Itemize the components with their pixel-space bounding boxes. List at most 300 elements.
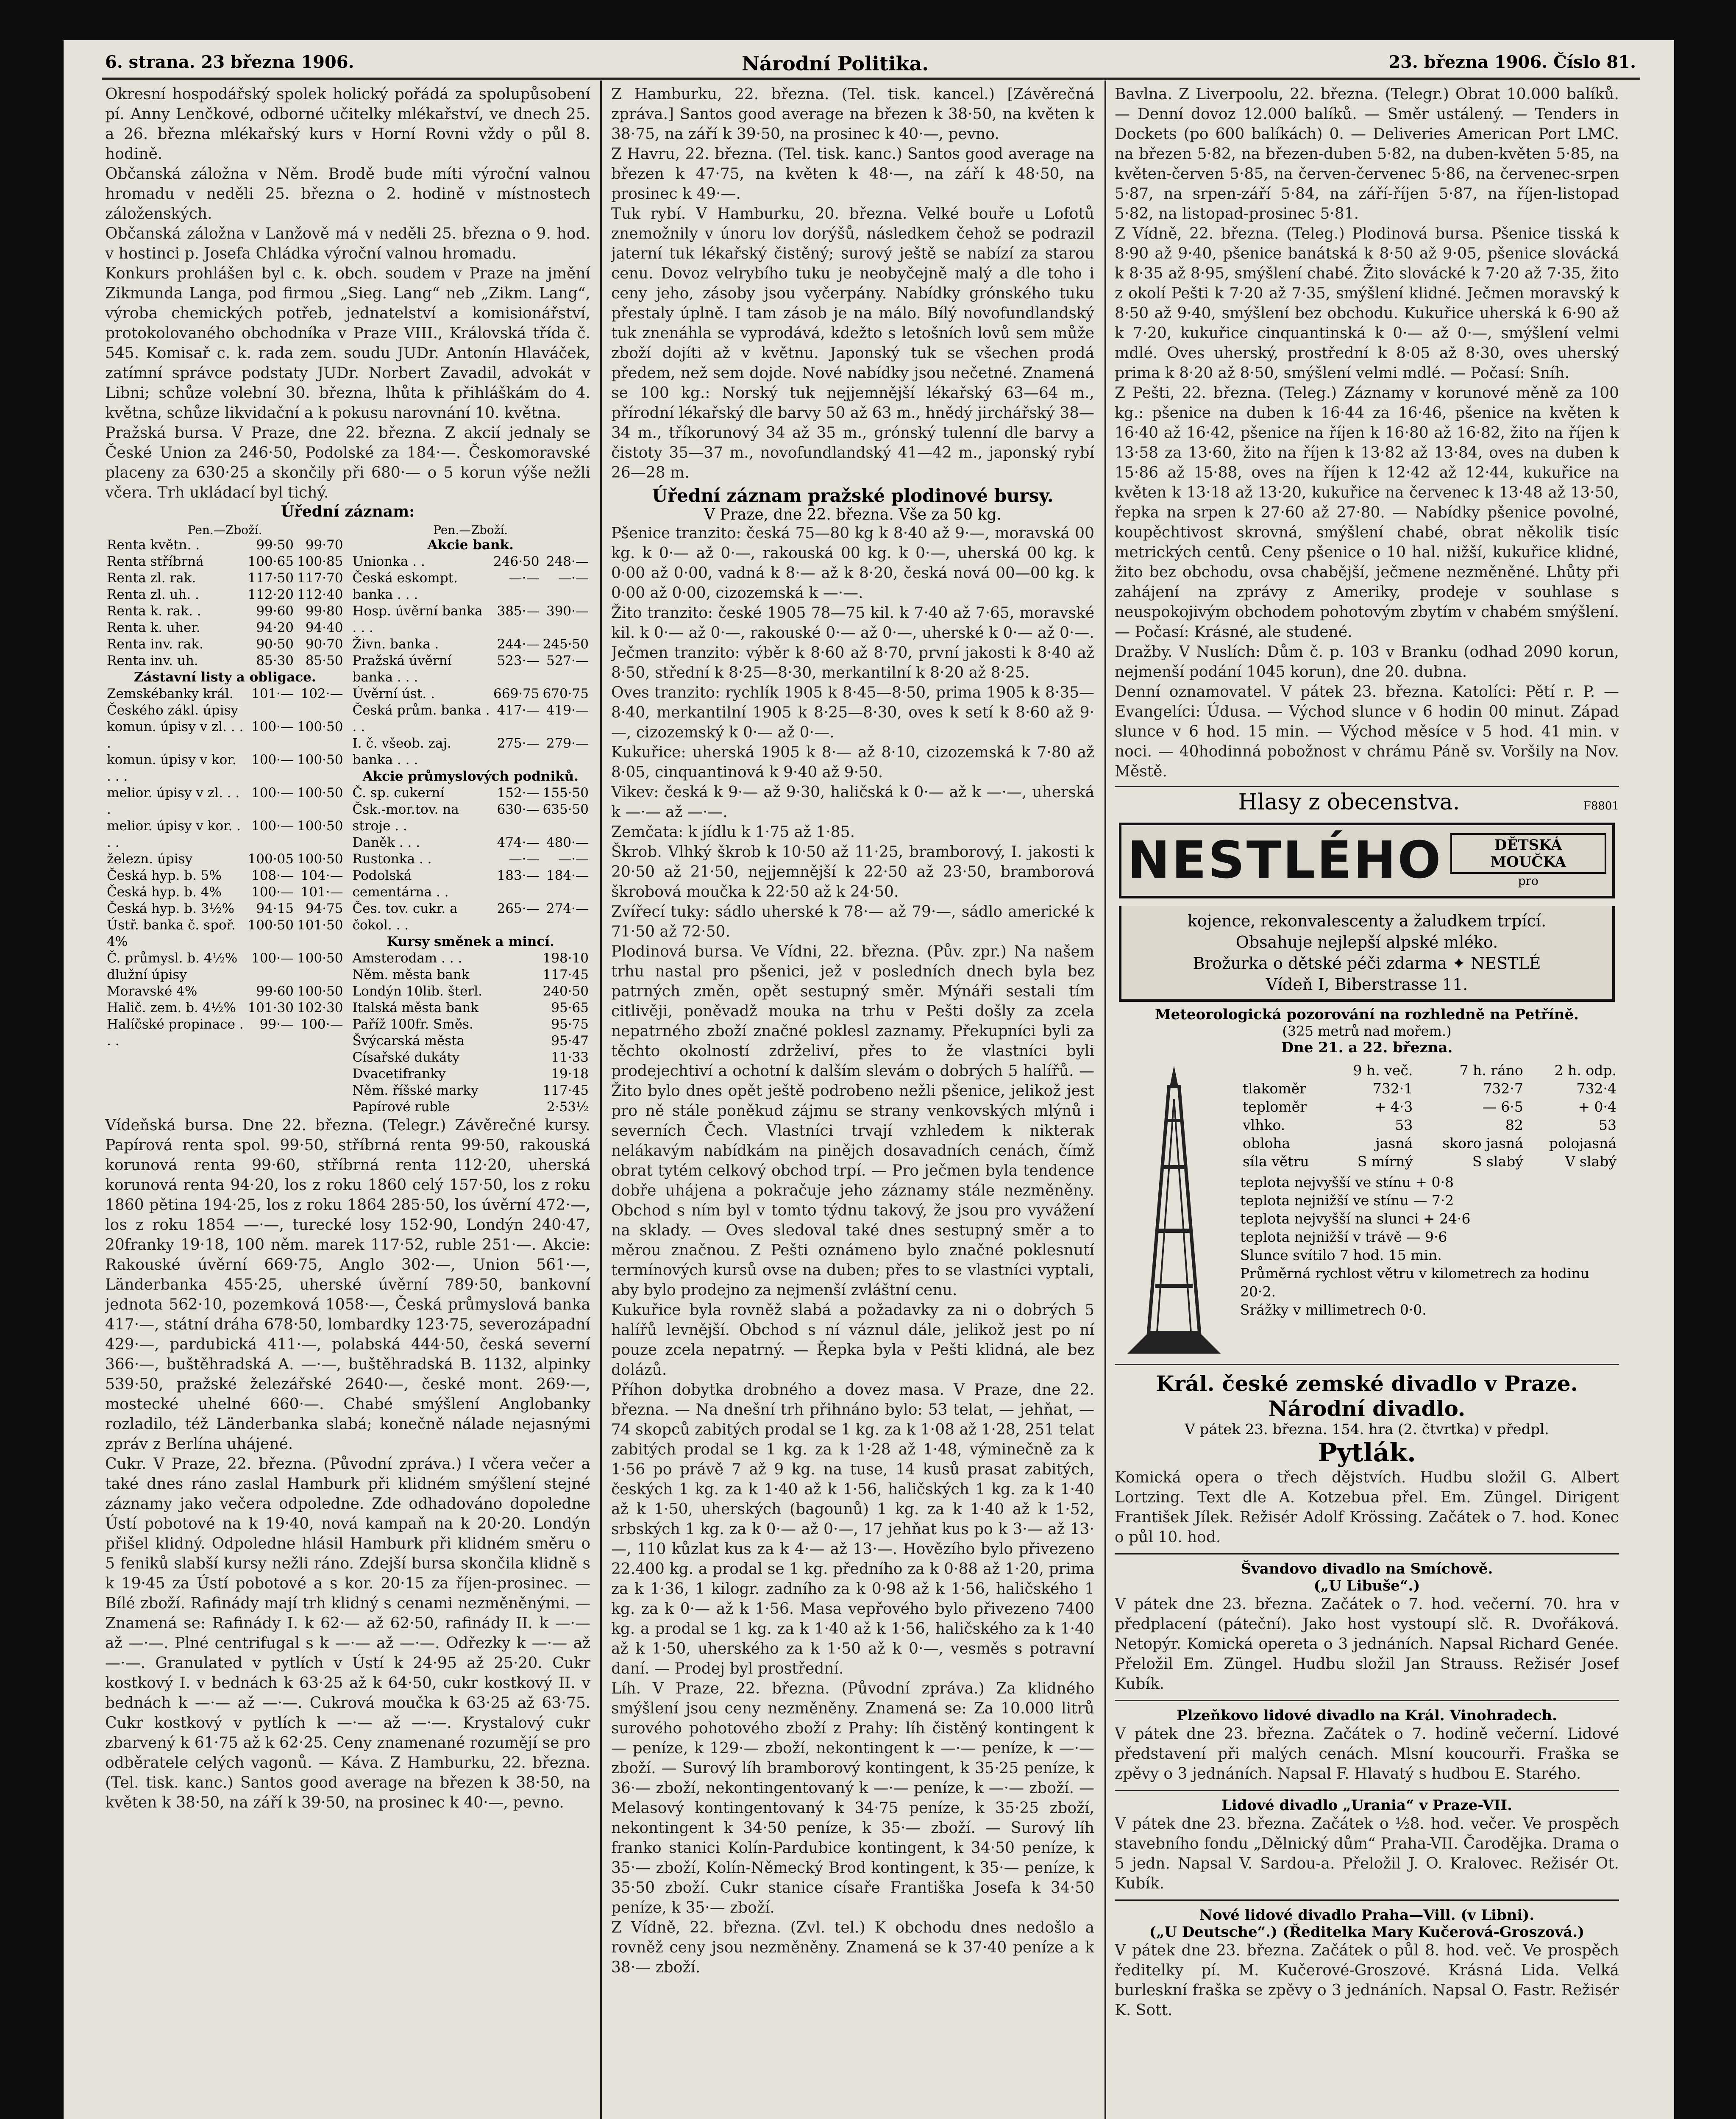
article: Vídeňská bursa. Dne 22. března. (Telegr.) Závěrečné kursy. Papírová renta spol. 99·50, stříbrná renta 99·50, rakouská korunová renta 99·60, stříbrná renta 112·20, uherská korunová renta 94·20, los z roku 1860 celý 157·50, los z roku 1860 pětina 194·25, los z roku 1864 285·50, los úvěrní 472·—, los z roku 1854 —·—, turecké losy 152·90, Londýn 240·47, 20franky 19·18, 100 něm. marek 117·52, ruble 251·—. Akcie: Rakouské úvěrní 669·75, Anglo 302·—, Union 561·—, Länderbanka 455·25, uherské úvěrní 789·50, bankovní jednota 562·10, pozemková 1058·—, Česká průmyslová banka 417·—, státní dráha 678·50, lombardky 123·75, severozápadní 429·—, pardubická 411·—, polabská 444·50, česká severní 366·—, buštěhradská A. —·—, buštěhradská B. 1132, alpinky 539·50, pražské železářské 2640·—, české mont. 269·—, mostecké uhelné 660·—. Chabé smýšlení Anglobanky rozladilo, též Länderbanka slabá; konečně nálade nejasnými zpráv z Berlína uhájené. bbox=[105, 1117, 590, 1453]
table-cell-value: 100·50 bbox=[297, 719, 343, 734]
meteo-row bbox=[1240, 1134, 1619, 1152]
table-cell-value: 279·— bbox=[546, 736, 589, 751]
table-row bbox=[105, 917, 345, 950]
meteo-hour: 2 h. odp. bbox=[1554, 1062, 1616, 1079]
article: Cukr. V Praze, 22. března. (Původní zpráva.) I včera večer a také dnes ráno zaslal Hamburk při klidném smýšlení stejné záznamy jako večera odpoledne. Zde odhadováno dopoledne Ústí pobotové na k 19·40, nová kampaň na k 20·20. Londýn přišel klidný. Odpoledne hlásil Hamburk při klidném směru o 5 feniků slabší kursy nežli ráno. Zdejší bursa skončila klidně s k 19·45 za Ústí pobotové a s kor. 20·15 za říjen-prosinec. — Bílé zboží. Rafinády mají trh klidný s cenami nezměněnými. — Znamená se: Rafinády I. k 62·— až 62·50, rafinády II. k —·— až —·—. Plné centrifugal s k —·— až —·—. Odřezky k —·— až —·—. Granulated v pytlích v Ústí k 24·95 až 25·20. Cukr kostkový I. v bednách k 63·25 až k 64·50, cukr kostkový II. v bednách k —·— až —·—. Cukrová moučka k 63·25 až 63·75. Cukr kostkový v pytlích k —·— až —·—. Krystalový cukr zbarvený k 61·75 až k 62·25. Ceny znamenané rozumějí se pro odběratele celých vagonů. — Káva. Z Hamburku, 22. března. (Tel. tisk. kanc.) Santos good average na březen k 38·50, na květen k 38·50, na září k 39·50, na prosinec k 40·—, pevno. bbox=[105, 1455, 590, 1811]
table-cell-label: Paříž 100fr. Směs. bbox=[352, 1017, 473, 1032]
meteo-cell: V slabý bbox=[1565, 1153, 1616, 1170]
meteo-subheading: (325 metrů nad mořem.) bbox=[1282, 1023, 1452, 1039]
table-cell-value: 100·— bbox=[251, 818, 294, 834]
ad-line: Obsahuje nejlepší alpské mléko. bbox=[1235, 933, 1498, 951]
table-cell-label: Česká eskompt. banka . . . bbox=[352, 570, 458, 602]
table-cell-value: 100·50 bbox=[297, 951, 343, 966]
table-cell-value: 474·— bbox=[497, 835, 540, 850]
table-cell-value: 117·50 bbox=[248, 570, 294, 586]
table-cell-value: 184·— bbox=[546, 868, 589, 883]
table-row bbox=[105, 901, 345, 917]
section-divider bbox=[1115, 1790, 1619, 1791]
meteo-row bbox=[1240, 1116, 1619, 1134]
column-header: Pen.—Zboží. bbox=[187, 523, 262, 537]
article: Vikev: česká k 9·— až 9·30, haličská k 0·— až k —·—, uherská k —·— až —·—. bbox=[611, 784, 1094, 821]
article: V pátek dne 23. března. Začátek o půl 8. hod. več. Ve prospěch ředitelky pí. M. Kučerové-Groszové. Krásná Lida. Velká burleskní fraška se zpěvy o 3 jednáních. Napsal O. Fastr. Režisér K. Sott. bbox=[1115, 1942, 1619, 2019]
table-row bbox=[105, 719, 345, 752]
table-cell-value: 100·— bbox=[251, 951, 294, 966]
ad-line: Brožurka o dětské péči zdarma ✦ NESTLÉ bbox=[1193, 954, 1541, 973]
meteo-cell: skoro jasná bbox=[1442, 1135, 1523, 1151]
table-cell-value: 94·15 bbox=[256, 901, 294, 916]
table-row bbox=[105, 636, 345, 653]
meteo-cell: S mírný bbox=[1357, 1153, 1413, 1170]
table-row bbox=[351, 967, 591, 983]
table-cell-label: Londýn 10lib. šterl. bbox=[352, 984, 483, 999]
table-row bbox=[105, 669, 345, 686]
table-cell-label: Česká hyp. b. 4% bbox=[107, 884, 222, 900]
table-cell-value: 248·— bbox=[546, 554, 589, 569]
meteo-extra-line: teplota nejvyšší na slunci + 24·6 bbox=[1240, 1210, 1471, 1227]
article: Bavlna. Z Liverpoolu, 22. března. (Telegr.) Obrat 10.000 balíků. — Denní dovoz 12.000 balíků. — Směr ustálený. — Tenders in Dockets (po 600 balíkách) 0. — Deliveries American Port LMC. na březen 5·82, na březen-duben 5·82, na duben-květen 5·85, na květen-červen 5·85, na červen-červenec 5·86, na červenec-srpen 5·87, na srpen-září 5·84, na září-říjen 5·87, na říjen-listopad 5·82, na listopad-prosinec 5·81. bbox=[1115, 86, 1619, 222]
section-bar bbox=[1115, 786, 1619, 815]
theatre-heading: Král. české zemské divadlo v Praze. bbox=[1156, 1371, 1578, 1396]
theatre-subheading: („U Deutsche“.) (Ředitelka Mary Kučerová-Groszová.) bbox=[1149, 1924, 1585, 1941]
column-rule-2 bbox=[1104, 81, 1106, 2119]
column-header: Pen.—Zboží. bbox=[433, 523, 508, 537]
table-cell-value: 670·75 bbox=[542, 686, 589, 701]
table-cell-value: 99·80 bbox=[305, 603, 343, 619]
article: Žito tranzito: české 1905 78—75 kil. k 7·40 až 7·65, moravské kil. k 0·— až 0·—, rakouské 0·— až 0·—, uherské k 0·— až 0·—. bbox=[611, 604, 1094, 642]
table-cell-label: Něm. města bank bbox=[352, 967, 470, 982]
table-cell-value: 100·05 bbox=[248, 851, 294, 867]
table-cell-value: 100·50 bbox=[297, 818, 343, 834]
table-row bbox=[105, 537, 345, 553]
table-row bbox=[105, 603, 345, 620]
table-cell-value: 100·— bbox=[300, 1017, 343, 1032]
meteo-hour bbox=[1240, 1061, 1332, 1079]
table-cell-value: 99·70 bbox=[305, 537, 343, 553]
table-cell-value: 244·— bbox=[497, 637, 540, 652]
table-cell-value: 90·50 bbox=[256, 637, 294, 652]
meteo-cell: 732·7 bbox=[1483, 1080, 1523, 1097]
table-row bbox=[105, 620, 345, 636]
table-row bbox=[105, 868, 345, 884]
table-cell-value: 102·— bbox=[300, 686, 343, 701]
ad-brand: NESTLÉHO bbox=[1127, 831, 1443, 890]
table-row bbox=[351, 934, 591, 950]
table-cell-label: Renta zl. uh. . bbox=[107, 587, 199, 602]
table-cell-value: 100·50 bbox=[297, 984, 343, 999]
rates-table-right bbox=[351, 537, 591, 1115]
meteo-cell: + 0·4 bbox=[1578, 1098, 1616, 1115]
table-cell-label: Česká hyp. b. 3½% bbox=[107, 901, 234, 916]
table-cell-value: —·— bbox=[558, 570, 589, 586]
meteo-hour: 9 h. več. bbox=[1353, 1062, 1413, 1079]
play-title: Pytlák. bbox=[1318, 1438, 1416, 1468]
table-cell-value: 390·— bbox=[546, 603, 589, 619]
meteo-heading: Meteorologická pozorování na rozhledně na Petříně. bbox=[1155, 1006, 1579, 1023]
rates-table-left bbox=[105, 537, 345, 1049]
article: Plodinová bursa. Ve Vídni, 22. března. (Pův. zpr.) Na našem trhu nastal pro pšenici, jež v posledních dnech byla bez patrných změn, opět sestupný směr. Mýnáři sestali tím citlivěji, poněvadž mouka na trhu v Pešti došly za zcela nepatrného zboží značné poklesl zaznamy. Překupníci byli za těchto okolností zdrželiví, přes to že vlastníci byli prodejechtiví a ochotní k dalším slevám o dobrých 5 halířů. — Žito bylo dnes opět ještě podrobeno nežli pšenice, jelikož jest pro ně stále poněkud zájmu se strany venkovských mlýnů i severních Čech. Vlastníci trvají vzhledem k nikterak nelákavým nabídkám na pinějch dosavadních cenách, čímž obrat tytém celkový obchod trpí. — Pro ječmen byla tendence dobře uhájena a pokračuje jeho záznamy stále nezměněny. Obchod s ním byl v tomto týdnu takový, že jsou pro vyvážení na sklady. — Oves sledoval také dnes sestupný směr a to měrou značnou. Z Pešti oznámeno bylo značné poklesnutí termínových kursů ovse na duben; přes to se vlastníci vyptali, aby bylo prodejno za nejmenší zvláštní cenu. bbox=[611, 943, 1094, 1299]
table-cell-value: 240·50 bbox=[542, 984, 589, 999]
article: Z Hamburku, 22. března. (Tel. tisk. kancel.) [Závěrečná zpráva.] Santos good average na březen k 38·50, na květen k 38·75, na září k 39·50, na prosinec k 40·—, pevno. bbox=[611, 86, 1094, 143]
table-cell-label: Halíčské propinace . . . bbox=[107, 1017, 244, 1048]
meteo-hour: 7 h. ráno bbox=[1459, 1062, 1523, 1079]
table-cell-label: Podolská cementárna . . bbox=[352, 868, 449, 900]
table-row bbox=[351, 1016, 591, 1033]
table-cell-value: 101·50 bbox=[297, 918, 343, 933]
article: Tuk rybí. V Hamburku, 20. března. Velké bouře u Lofotů znemožnily v únoru lov dorýšů, následkem čehož se podrazil jaterní tuk lékařský čistěný; surový ještě se nabízí za starou cenu. Dovoz velrybího tuku je neobyčejně malý a dle toho i ceny jeho, zásoby jsou vyčerpány. Nabídky grónského tuku přestaly úplně. I tam zásob je na málo. Bílý novofundlandský tuk znenáhla se vyprodává, kdežto s letošních lovů sem může zboží dojíti až v květnu. Japonský tuk se všechen prodá předem, než sem dojde. Nové nabídky jsou nečetné. Znamená se 100 kg.: Norský tuk nejjemnější lékařský 63—64 m., přírodní lékařský dle barvy 50 až 63 m., hnědý jirchářský 38—34 m., tříkorunový 34 až 35 m., grónský tulenní dle barvy a čistoty 35—37 m., novofundlandský 41—42 m., japonský rybí 26—28 m. bbox=[611, 205, 1094, 481]
table-row bbox=[105, 851, 345, 868]
section-divider bbox=[1115, 1553, 1619, 1554]
table-cell-label: Renta k. uher. bbox=[107, 620, 200, 635]
article: V pátek dne 23. března. Začátek o 7. hodině večerní. Lidové představení při malých cenách. Mlsní koucourři. Fraška se zpěvy o 3 jednáních. Napsal F. Hlavatý s hudbou E. Starého. bbox=[1115, 1725, 1619, 1783]
meteo-cell: 82 bbox=[1505, 1117, 1523, 1133]
section-title: Hlasy z obecenstva. bbox=[1238, 790, 1460, 815]
table-cell-value: 198·10 bbox=[542, 951, 589, 966]
table-cell-value: 94·75 bbox=[305, 901, 343, 916]
table-cell-label: Č. sp. cukerní bbox=[352, 785, 445, 801]
table-cell-value bbox=[492, 1000, 541, 1016]
article: Dražby. V Nuslích: Dům č. p. 103 v Branku (odhad 2090 korun, nejmenší podání 1045 korun), dne 20. dubna. bbox=[1115, 643, 1619, 681]
table-row bbox=[105, 983, 345, 1000]
table-cell-value: 85·50 bbox=[305, 653, 343, 668]
table-row bbox=[105, 570, 345, 587]
table-cell-value: 635·50 bbox=[542, 802, 589, 817]
table-row bbox=[351, 785, 591, 801]
table-cell-value: 99·60 bbox=[256, 603, 294, 619]
table-cell-value: 112·20 bbox=[248, 587, 294, 602]
ad-line: kojence, rekonvalescenty a žaludkem trpící. bbox=[1187, 912, 1547, 930]
table-row bbox=[105, 950, 345, 983]
meteo-cell: 732·4 bbox=[1576, 1080, 1616, 1097]
article: Zemčata: k jídlu k 1·75 až 1·85. bbox=[611, 823, 855, 841]
table-cell-label: Něm. říšské marky bbox=[352, 1083, 479, 1098]
article: Občanská záložna v Něm. Brodě bude míti výroční valnou hromadu v neděli 25. března o 2. hodině v místnostech záloženských. bbox=[105, 165, 590, 222]
exchange-table bbox=[105, 523, 590, 1115]
meteo-date: Dne 21. a 22. března. bbox=[1281, 1039, 1453, 1056]
section-divider bbox=[1115, 1364, 1619, 1365]
column-1 bbox=[105, 84, 590, 2119]
table-row bbox=[105, 653, 345, 669]
meteo-cell: tlakoměr bbox=[1243, 1080, 1306, 1097]
table-cell-value: 94·40 bbox=[305, 620, 343, 635]
table-cell-label: Renta k. rak. . bbox=[107, 603, 201, 619]
table-cell-value: 117·45 bbox=[542, 967, 589, 982]
table-cell-value bbox=[492, 1033, 541, 1049]
table-cell-value: 265·— bbox=[497, 901, 540, 916]
table-cell-value bbox=[492, 1049, 541, 1066]
table-row bbox=[105, 752, 345, 785]
table-cell-value: 102·30 bbox=[297, 1000, 343, 1015]
meteo-cell: jasná bbox=[1375, 1135, 1413, 1151]
meteo-extra-line: Srážky v millimetrech 0·0. bbox=[1240, 1301, 1427, 1318]
table-cell-value bbox=[492, 983, 541, 1000]
table-row bbox=[351, 636, 591, 653]
table-cell-value: 94·20 bbox=[256, 620, 294, 635]
table-cell-label: Ústř. banka č. spoř. 4% bbox=[107, 918, 236, 949]
table-row bbox=[105, 884, 345, 901]
table-cell-value: 99·— bbox=[259, 1017, 294, 1032]
table-cell-value: 95·75 bbox=[551, 1017, 589, 1032]
table-cell-label: Česká hyp. b. 5% bbox=[107, 868, 222, 883]
meteo-cell: teploměr bbox=[1243, 1098, 1307, 1115]
meteo-cell: vlhko. bbox=[1243, 1117, 1285, 1133]
page-number-date: 6. strana. 23 března 1906. bbox=[105, 52, 354, 72]
table-cell-value: 90·70 bbox=[305, 637, 343, 652]
table-cell-value: 385·— bbox=[497, 603, 540, 619]
table-cell-value: 19·18 bbox=[551, 1066, 589, 1082]
article: Pšenice tranzito: česká 75—80 kg k 8·40 až 9·—, moravská 00 kg. k 0·— až 0·—, rakouská 00 kg. k 0·—, uherská 00 kg. k 0·00 až 0·00, vadná k 8·— až k 8·20, česká nová 00—00 kg. k 0·00 až 0·00, cizozemská k —·—. bbox=[611, 525, 1094, 602]
table-cell-value: 100·50 bbox=[248, 918, 294, 933]
table-cell-value bbox=[492, 1016, 541, 1033]
table-cell-value: 104·— bbox=[300, 868, 343, 883]
table-row bbox=[105, 686, 345, 719]
table-cell-label: Císařské dukáty bbox=[352, 1050, 460, 1065]
table-cell-value: 99·60 bbox=[256, 984, 294, 999]
table-row bbox=[351, 553, 591, 570]
table-cell-label: Česká prům. banka . . . bbox=[352, 703, 490, 734]
table-cell-label: Č. průmysl. b. 4½% dlužní úpisy bbox=[107, 951, 238, 982]
table-row bbox=[351, 653, 591, 686]
table-cell-label: Švýcarská města bbox=[352, 1033, 465, 1048]
meteo-cell: obloha bbox=[1243, 1135, 1291, 1151]
table-cell-label: komun. úpisy v zl. . . . bbox=[107, 719, 244, 751]
table-section-label: Kursy směnek a mincí. bbox=[387, 934, 554, 949]
table-row bbox=[351, 851, 591, 868]
table-cell-label: Rustonka . . bbox=[352, 851, 432, 867]
meteo-extra-line: teplota nejvyšší ve stínu + 0·8 bbox=[1240, 1174, 1454, 1190]
table-cell-value: 100·50 bbox=[297, 752, 343, 768]
table-cell-label: Renta inv. uh. bbox=[107, 653, 198, 668]
table-cell-value: —·— bbox=[509, 851, 540, 867]
table-cell-label: Renta stříbrná bbox=[107, 554, 204, 569]
table-row bbox=[351, 1033, 591, 1049]
column-rule-1 bbox=[600, 81, 602, 2119]
section-subheading: V Praze, dne 22. března. Vše za 50 kg. bbox=[704, 506, 1002, 523]
table-cell-label: Halič. zem. b. 4½% bbox=[107, 1000, 236, 1015]
table-row bbox=[351, 1066, 591, 1082]
table-row bbox=[351, 950, 591, 967]
table-cell-value: 669·75 bbox=[493, 686, 540, 701]
table-cell-label: Italská města bank bbox=[352, 1000, 479, 1015]
table-cell-value: 183·— bbox=[497, 868, 540, 883]
ad-pro: pro bbox=[1518, 874, 1538, 888]
meteo-extra-line: teplota nejnižší ve stínu — 7·2 bbox=[1240, 1192, 1454, 1209]
meteo-cell: síla větru bbox=[1243, 1153, 1309, 1170]
table-cell-label: melior. úpisy v zl. . . . bbox=[107, 785, 240, 817]
table-row bbox=[351, 834, 591, 851]
article: Příhon dobytka drobného a dovez masa. V Praze, dne 22. března. — Na dnešní trh přihnáno bylo: 53 telat, — jehňat, — 74 skopců zabitých prodal se 1 kg. za k 1·08 až 1·28, 251 telat zabitých prodal se 1 kg. za k 1·28 až 1·48, výminečně za k 1·56 po právě 7 až 9 kg. na tuse, 14 kusů prasat zabitých, českých 1 kg. za k 1·40 až k 1·56, haličských 1 kg. za k 1·40 až k 1·50, uherských (bagounů) 1 kg. za k 1·40 až k 1·52, srbských 1 kg. za k 0·— až 0·—, 17 jehňat kus po k 3·— až 13·—, 110 kůzlat kus za k 4·— až 13·—. Hovězího bylo přivezeno 22.400 kg. a prodal se 1 kg. předního za k 0·88 až 1·20, prima za k 1·36, 1 kilogr. zadního za k 0·98 až k 1·56, haličského 1 kg. za k 0·— až k 1·56. Masa vepřového bylo přivezeno 7400 kg. a prodal se 1 kg. za k 1·40 až k 1·56, haličského za k 1·40 až k 1·50, uherského za k 1·50 až k 0·—, vesměs s potravní daní. — Prodej byl prostřední. bbox=[611, 1381, 1094, 1677]
theatre-info: V pátek 23. března. 154. hra (2. čtvrtka) v předpl. bbox=[1185, 1421, 1549, 1438]
table-cell-label: Unionka . . bbox=[352, 554, 425, 569]
table-row bbox=[351, 983, 591, 1000]
table-cell-label: Pražská úvěrní banka . . . bbox=[352, 653, 452, 685]
meteo-extra-line: Slunce svítilo 7 hod. 15 min. bbox=[1240, 1247, 1442, 1263]
meteo-block bbox=[1115, 1061, 1619, 1358]
table-cell-value: —·— bbox=[558, 851, 589, 867]
table-cell-label: Zemskébanky král. Českého zákl. úpisy bbox=[107, 686, 238, 718]
table-cell-value: 108·— bbox=[251, 868, 294, 883]
article: Kukuřice byla rovněž slabá a požadavky za ni o dobrých 5 halířů levnější. Obchod s ní váznul dále, jelikož jest po ní pouze zcela nepatrný. — Řepka byla v Pešti klidná, ale bez dolázů. bbox=[611, 1301, 1094, 1379]
table-cell-value: 155·50 bbox=[542, 785, 589, 801]
table-row bbox=[351, 1099, 591, 1115]
petrin-tower-icon bbox=[1115, 1061, 1233, 1358]
table-row bbox=[351, 768, 591, 785]
table-row bbox=[105, 1016, 345, 1049]
table-cell-value: 100·— bbox=[251, 752, 294, 768]
article: Kukuřice: uherská 1905 k 8·— až 8·10, cizozemská k 7·80 až 8·05, cinquantinová k 9·40 až 9·50. bbox=[611, 744, 1094, 781]
article: Líh. V Praze, 22. března. (Původní zpráva.) Za klidného smýšlení jsou ceny nezměněny. Znamená se: Za 10.000 litrů surového pohotového zboží z Prahy: líh čistěný kontingent k — peníze, k 129·— zboží, nekontingent k —·— peníze, k —·— zboží. — Surový líh bramborový kontingent, k 35·25 peníze, k 36·— zboží, nekontingentovaný k —·— peníze, k —·— zboží. — Melasový kontingentovaný k 34·75 peníze, k 35·25 zboží, nekontingent k 34·50 peníze, k 35·— zboží. — Surový líh franko stanici Kolín-Pardubice kontingent, k 34·50 peníze, k 35·— zboží, Kolín-Německý Brod kontingent, k 35·— peníze, k 35·50 zboží. Cukr stanice císaře Františka Josefa k 34·50 peníze, k 35·— zboží. bbox=[611, 1680, 1094, 1916]
article: Komická opera o třech dějstvích. Hudbu složil G. Albert Lortzing. Text dle A. Kotzebua přel. Em. Züngel. Dirigent František Jílek. Režisér Adolf Krössing. Začátek o 7. hod. Konec o půl 10. hod. bbox=[1115, 1469, 1619, 1546]
table-row bbox=[105, 553, 345, 570]
table-cell-value: 100·85 bbox=[297, 554, 343, 569]
table-cell-value: 100·50 bbox=[297, 851, 343, 867]
table-cell-value: —·— bbox=[509, 570, 540, 586]
theatre-subheading: („U Libuše“.) bbox=[1313, 1577, 1420, 1594]
table-cell-value: 85·30 bbox=[256, 653, 294, 668]
table-cell-label: Renta zl. rak. bbox=[107, 570, 196, 586]
table-cell-value: 100·— bbox=[251, 719, 294, 734]
table-cell-label: Úvěrní úst. . bbox=[352, 686, 435, 701]
table-cell-value: 523·— bbox=[497, 653, 540, 668]
table-cell-label: Živn. banka . bbox=[352, 637, 439, 652]
article: Denní oznamovatel. V pátek 23. března. Katolíci: Pětí r. P. — Evangelíci: Údusa. — Východ slunce v 6 hodin 00 minut. Západ slunce v 6 hod. 15 min. — Východ měsíce v 5 hod. 41 min. v noci. — 40hodinná pobožnost v chrámu Páně sv. Voršily na Nov. Městě. bbox=[1115, 683, 1619, 780]
table-cell-label: Čsk.-mor.tov. na stroje . . bbox=[352, 802, 459, 834]
theatre-heading: Plzeňkovo lidové divadlo na Král. Vinohradech. bbox=[1177, 1707, 1557, 1724]
article: Škrob. Vlhký škrob k 10·50 až 11·25, bramborový, I. jakosti k 20·50 až 21·50, nejjemnější k 22·50 až 23·50, bramborová škrobová moučka k 22·50 až k 24·50. bbox=[611, 843, 1094, 901]
table-cell-value bbox=[492, 950, 541, 967]
table-row bbox=[351, 603, 591, 636]
article: Z Vídně, 22. března. (Zvl. tel.) K obchodu dnes nedošlo a rovněž ceny jsou nezměněny. Znamená se k 37·40 peníze a k 38·— zboží. bbox=[611, 1919, 1094, 1976]
ad-line: Vídeň I, Biberstrasse 11. bbox=[1266, 975, 1468, 994]
table-row bbox=[351, 801, 591, 834]
table-cell-label: komun. úpisy v kor. . . . bbox=[107, 752, 236, 784]
theatre-subheading: Národní divadlo. bbox=[1268, 1396, 1466, 1421]
meteo-cell: 732·1 bbox=[1372, 1080, 1413, 1097]
ad-body bbox=[1119, 906, 1615, 1002]
table-cell-value: 101·— bbox=[251, 686, 294, 701]
meteo-cell: 53 bbox=[1395, 1117, 1413, 1133]
meteo-row bbox=[1240, 1152, 1619, 1171]
table-cell-label: Čes. tov. cukr. a čokol. . . bbox=[352, 901, 458, 933]
table-row bbox=[351, 570, 591, 603]
theatre-heading: Lidové divadlo „Urania“ v Praze-VII. bbox=[1221, 1797, 1513, 1814]
article: Okresní hospodářský spolek holický pořádá za spolupůsobení pí. Anny Lenčkové, odborné učitelky mlékařství, ve dnech 25. a 26. března mlékařský kurs v Horní Rovni vždy o půl 8. hodině. bbox=[105, 86, 590, 163]
nestle-advertisement bbox=[1119, 823, 1615, 898]
ad-product: DĚTSKÁ MOUČKA bbox=[1450, 833, 1606, 874]
table-cell-label: Daněk . . . bbox=[352, 835, 420, 850]
table-cell-value: 480·— bbox=[546, 835, 589, 850]
article: Z Pešti, 22. března. (Teleg.) Záznamy v korunové měně za 100 kg.: pšenice na duben k 16·44 za 16·46, pšenice na květen k 16·40 až 16·42, pšenice na říjen k 16·80 až 16·82, žito na říjen k 13·58 za 13·60, žito na říjen k 13·82 až 13·84, oves na duben k 15·86 až 15·88, oves na říjen k 12·42 až 12·44, kukuřice na květen k 13·18 až 13·20, kukuřice na červenec k 13·48 až 13·50, řepka na srpen k 27·60 až 27·80. — Nabídky pšenice povolné, koupěchtivost skrovná, smýšlení chabé, obrat několik tisíc metrických centů. Ceny pšenice o 10 hal. nižší, kukuřice klidné, žito bez obchodu, ovsa chabější, ječmene nezměněné. Lhůty při zahájení na zprávy z Ameriky, prodeje v souhlase s neuspokojivým obchodem pohotovým zbytím v chabém smýšlení. — Počasí: Krásné, ale studené. bbox=[1115, 384, 1619, 641]
table-row bbox=[105, 818, 345, 851]
table-cell-value: 101·30 bbox=[248, 1000, 294, 1015]
table-cell-value: 527·— bbox=[546, 653, 589, 668]
table-row bbox=[105, 1000, 345, 1016]
table-cell-label: Papírové ruble bbox=[352, 1099, 450, 1115]
table-cell-value bbox=[492, 1099, 541, 1115]
table-title: Úřední záznam: bbox=[281, 503, 415, 520]
table-cell-label: Renta květn. . bbox=[107, 537, 200, 553]
header-rule bbox=[102, 78, 1640, 80]
table-cell-label: I. č. všeob. zaj. banka . . . bbox=[352, 736, 451, 768]
table-row bbox=[105, 587, 345, 603]
article: V pátek dne 23. března. Začátek o ½8. hod. večer. Ve prospěch stavebního fondu „Dělnický dům“ Praha-VII. Čarodějka. Drama o 5 jedn. Napsal V. Sardou-a. Přeložil J. O. Kralovec. Režisér Ot. Kubík. bbox=[1115, 1815, 1619, 1892]
table-row bbox=[351, 686, 591, 702]
table-cell-value: 117·45 bbox=[542, 1083, 589, 1098]
table-cell-label: Moravské 4% bbox=[107, 984, 198, 999]
table-cell-value: 245·50 bbox=[542, 637, 589, 652]
table-cell-value: 112·40 bbox=[297, 587, 343, 602]
section-divider bbox=[1115, 1899, 1619, 1901]
meteo-cell: polojasná bbox=[1549, 1135, 1616, 1151]
section-divider bbox=[1115, 1700, 1619, 1701]
table-cell-value: 100·50 bbox=[297, 785, 343, 801]
meteo-cell: — 6·5 bbox=[1482, 1098, 1523, 1115]
meteo-hours-row bbox=[1240, 1061, 1619, 1079]
table-row bbox=[351, 1049, 591, 1066]
table-cell-label: Renta inv. rak. bbox=[107, 637, 203, 652]
column-2 bbox=[611, 84, 1094, 2119]
table-cell-value: 246·50 bbox=[493, 554, 540, 569]
table-row bbox=[351, 1000, 591, 1016]
table-cell-value: 100·— bbox=[251, 785, 294, 801]
article: Z Havru, 22. března. (Tel. tisk. kanc.) Santos good average na březen k 47·75, na květen k 48·—, na září k 48·50, na prosinec k 49·—. bbox=[611, 145, 1094, 203]
table-cell-value: 2·53½ bbox=[546, 1099, 589, 1115]
table-cell-value: 100·— bbox=[251, 884, 294, 900]
issue-date-number: 23. března 1906. Číslo 81. bbox=[1388, 52, 1636, 72]
article: Ječmen tranzito: výběr k 8·60 až 8·70, první jakosti k 8·40 až 8·50, střední k 8·25—8·30, merkantilní k 8·20 až 8·25. bbox=[611, 644, 1094, 681]
table-cell-label: Hosp. úvěrní banka . . . bbox=[352, 603, 483, 635]
meteo-cell: S slabý bbox=[1472, 1153, 1523, 1170]
table-row bbox=[351, 702, 591, 735]
table-cell-value: 11·33 bbox=[551, 1050, 589, 1065]
meteo-cell: + 4·3 bbox=[1374, 1098, 1413, 1115]
table-cell-value bbox=[492, 967, 541, 983]
table-row bbox=[351, 537, 591, 553]
article: Z Vídně, 22. března. (Teleg.) Plodinová bursa. Pšenice tisská k 8·90 až 9·40, pšenice banátská k 8·50 až 9·05, pšenice slovácká k 8·35 až 8·95, smýšlení chabé. Žito slovácké k 7·20 až 7·35, žito z okolí Pešti k 7·20 až 7·35, smýšlení klidné. Ječmen moravský k 8·50 až 9·40, smýšlení bez obchodu. Kukuřice uherská k 6·90 až k 7·20, kukuřice cinquantinská k 0·— až 0·—, smýšlení velmi mdlé. Oves uherský, prostřední k 8·05 až 8·30, oves uherský prima k 8·20 až 8·50, smýšlení velmi mdlé. — Počasí: Sníh. bbox=[1115, 225, 1619, 382]
table-cell-label: železn. úpisy bbox=[107, 851, 193, 867]
meteo-row bbox=[1240, 1079, 1619, 1098]
table-cell-value: 117·70 bbox=[297, 570, 343, 586]
table-cell-value: 101·— bbox=[300, 884, 343, 900]
theatre-heading: Švandovo divadlo na Smíchově. bbox=[1241, 1560, 1493, 1577]
table-section-label: Akcie bank. bbox=[427, 537, 514, 553]
meteo-row bbox=[1240, 1098, 1619, 1116]
table-row bbox=[351, 1082, 591, 1099]
meteo-extra-line: teplota nejnižší v trávě — 9·6 bbox=[1240, 1229, 1447, 1245]
article: Oves tranzito: rychlík 1905 k 8·45—8·50, prima 1905 k 8·35—8·40, merkantilní 1905 k 8·25—8·30, oves k setí k 8·60 až 9·—, cizozemský k 0·— až 0·—. bbox=[611, 684, 1094, 741]
theatre-heading: Nové lidové divadlo Praha—Vill. (v Libni). bbox=[1199, 1907, 1535, 1924]
table-cell-value: 417·— bbox=[497, 703, 540, 718]
article: Zvířecí tuky: sádlo uherské k 78·— až 79·—, sádlo americké k 71·50 až 72·50. bbox=[611, 903, 1094, 940]
meteo-cell: 53 bbox=[1599, 1117, 1616, 1133]
table-section-label: Akcie průmyslových podniků. bbox=[362, 769, 579, 784]
article: V pátek dne 23. března. Začátek o 7. hod. večerní. 70. hra v předplacení (páteční). Jako host vystoupí slč. R. Dvořáková. Netopýr. Komická opereta o 3 jednáních. Napsal Richard Genée. Přeložil Em. Züngel. Hudbu složil Jan Strauss. Režisér Josef Kubík. bbox=[1115, 1596, 1619, 1693]
meteo-table bbox=[1240, 1061, 1619, 1358]
table-cell-label: melior. úpisy v kor. . . . bbox=[107, 818, 241, 850]
table-cell-value: 274·— bbox=[546, 901, 589, 916]
table-row bbox=[351, 868, 591, 901]
table-cell-value: 275·— bbox=[497, 736, 540, 751]
table-section-label: Zástavní listy a obligace. bbox=[134, 670, 316, 685]
table-cell-label: Dvacetifranky bbox=[352, 1066, 446, 1082]
table-cell-value: 419·— bbox=[546, 703, 589, 718]
table-row bbox=[351, 901, 591, 934]
table-cell-value: 99·50 bbox=[256, 537, 294, 553]
table-cell-label: Amsterodam . . . bbox=[352, 951, 462, 966]
table-cell-value: 100·65 bbox=[248, 554, 294, 569]
table-cell-value: 630·— bbox=[497, 802, 540, 817]
masthead: Národní Politika. bbox=[742, 52, 929, 75]
article: Konkurs prohlášen byl c. k. obch. soudem v Praze na jmění Zikmunda Langa, pod firmou „Sieg. Lang“ neb „Zikm. Lang“, výroba chemických potřeb, jednatelství a komisionářství, protokolovaného obchodníka v Praze VIII., Královská třída č. 545. Komisař c. k. rada zem. soudu JUDr. Antonín Hlaváček, zatímní správce podstaty JUDr. Norbert Zavadil, advokát v Libni; schůze volební 30. března, lhůta k přihláškám do 4. května, schůze likvidační a k pokusu narovnání 10. května. bbox=[105, 265, 590, 422]
